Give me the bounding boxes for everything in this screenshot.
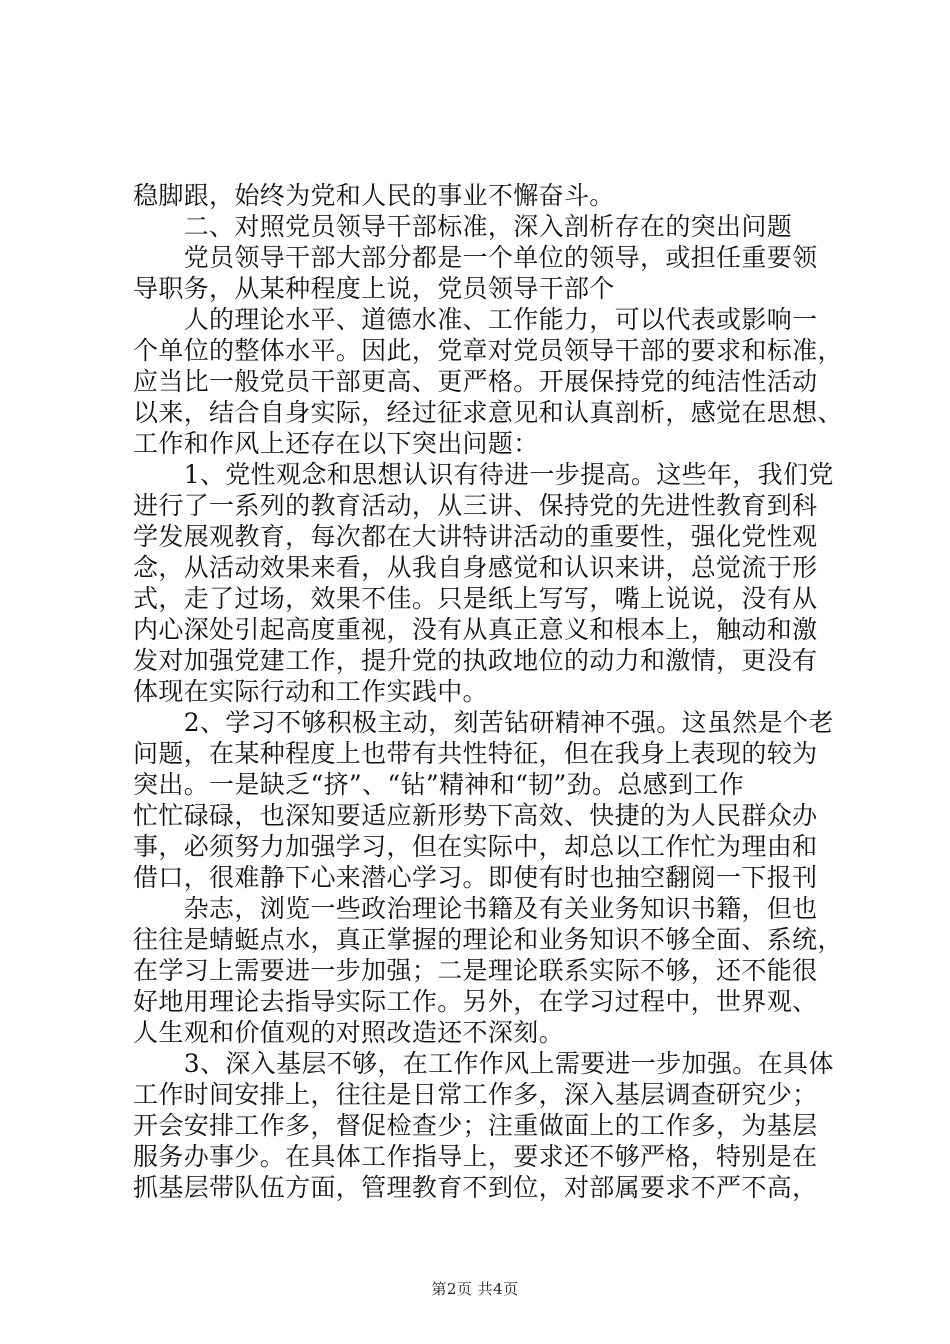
text-line: 式，走了过场，效果不佳。只是纸上写写，嘴上说说，没有从 xyxy=(133,584,818,613)
text-line: 人生观和价值观的对照改造还不深刻。 xyxy=(133,1018,564,1047)
text-line: 开会安排工作多，督促检查少；注重做面上的工作多，为基层 xyxy=(133,1111,818,1140)
page-number-footer: 第2页 共4页 xyxy=(431,1280,519,1298)
text-line: 突出。一是缺乏“挤”、“钻”精神和“韧”劲。总感到工作 xyxy=(133,770,745,799)
text-line: 在学习上需要进一步加强；二是理论联系实际不够，还不能很 xyxy=(133,956,818,985)
text-line: 个单位的整体水平。因此，党章对党员领导干部的要求和标准， xyxy=(133,336,843,365)
text-line: 稳脚跟，始终为党和人民的事业不懈奋斗。 xyxy=(133,181,615,210)
text-line: 工作时间安排上，往往是日常工作多，深入基层调查研究少； xyxy=(133,1080,818,1109)
text-line: 往往是蜻蜓点水，真正掌握的理论和业务知识不够全面、系统， xyxy=(133,925,843,954)
text-line: 体现在实际行动和工作实践中。 xyxy=(133,677,488,706)
text-line: 2、学习不够积极主动，刻苦钻研精神不强。这虽然是个老 xyxy=(133,708,834,737)
text-line: 人的理论水平、道德水准、工作能力，可以代表或影响一 xyxy=(133,305,818,334)
text-line: 念，从活动效果来看，从我自身感觉和认识来讲，总觉流于形 xyxy=(133,553,818,582)
text-line: 以来，结合自身实际，经过征求意见和认真剖析，感觉在思想、 xyxy=(133,398,843,427)
text-line: 学发展观教育，每次都在大讲特讲活动的重要性，强化党性观 xyxy=(133,522,818,551)
text-line: 好地用理论去指导实际工作。另外，在学习过程中，世界观、 xyxy=(133,987,818,1016)
section-heading: 二、对照党员领导干部标准，深入剖析存在的突出问题 xyxy=(133,212,793,241)
text-line: 3、深入基层不够，在工作作风上需要进一步加强。在具体 xyxy=(133,1049,834,1078)
text-line: 应当比一般党员干部更高、更严格。开展保持党的纯洁性活动 xyxy=(133,367,818,396)
text-line: 发对加强党建工作，提升党的执政地位的动力和激情，更没有 xyxy=(133,646,818,675)
text-line: 1、党性观念和思想认识有待进一步提高。这些年，我们党 xyxy=(133,460,834,489)
text-line: 导职务，从某种程度上说，党员领导干部个 xyxy=(133,274,615,303)
text-line: 问题，在某种程度上也带有共性特征，但在我身上表现的较为 xyxy=(133,739,818,768)
text-line: 借口，很难静下心来潜心学习。即使有时也抽空翻阅一下报刊 xyxy=(133,863,818,892)
text-line: 工作和作风上还存在以下突出问题： xyxy=(133,429,539,458)
text-line: 服务办事少。在具体工作指导上，要求还不够严格，特别是在 xyxy=(133,1142,818,1171)
text-line: 党员领导干部大部分都是一个单位的领导，或担任重要领 xyxy=(133,243,818,272)
text-line: 进行了一系列的教育活动，从三讲、保持党的先进性教育到科 xyxy=(133,491,818,520)
text-line: 忙忙碌碌，也深知要适应新形势下高效、快捷的为人民群众办 xyxy=(133,801,818,830)
text-line: 杂志，浏览一些政治理论书籍及有关业务知识书籍，但也 xyxy=(133,894,818,923)
text-line: 内心深处引起高度重视，没有从真正意义和根本上，触动和激 xyxy=(133,615,818,644)
text-line: 抓基层带队伍方面，管理教育不到位，对部属要求不严不高， xyxy=(133,1173,818,1202)
text-line: 事，必须努力加强学习，但在实际中，却总以工作忙为理由和 xyxy=(133,832,818,861)
